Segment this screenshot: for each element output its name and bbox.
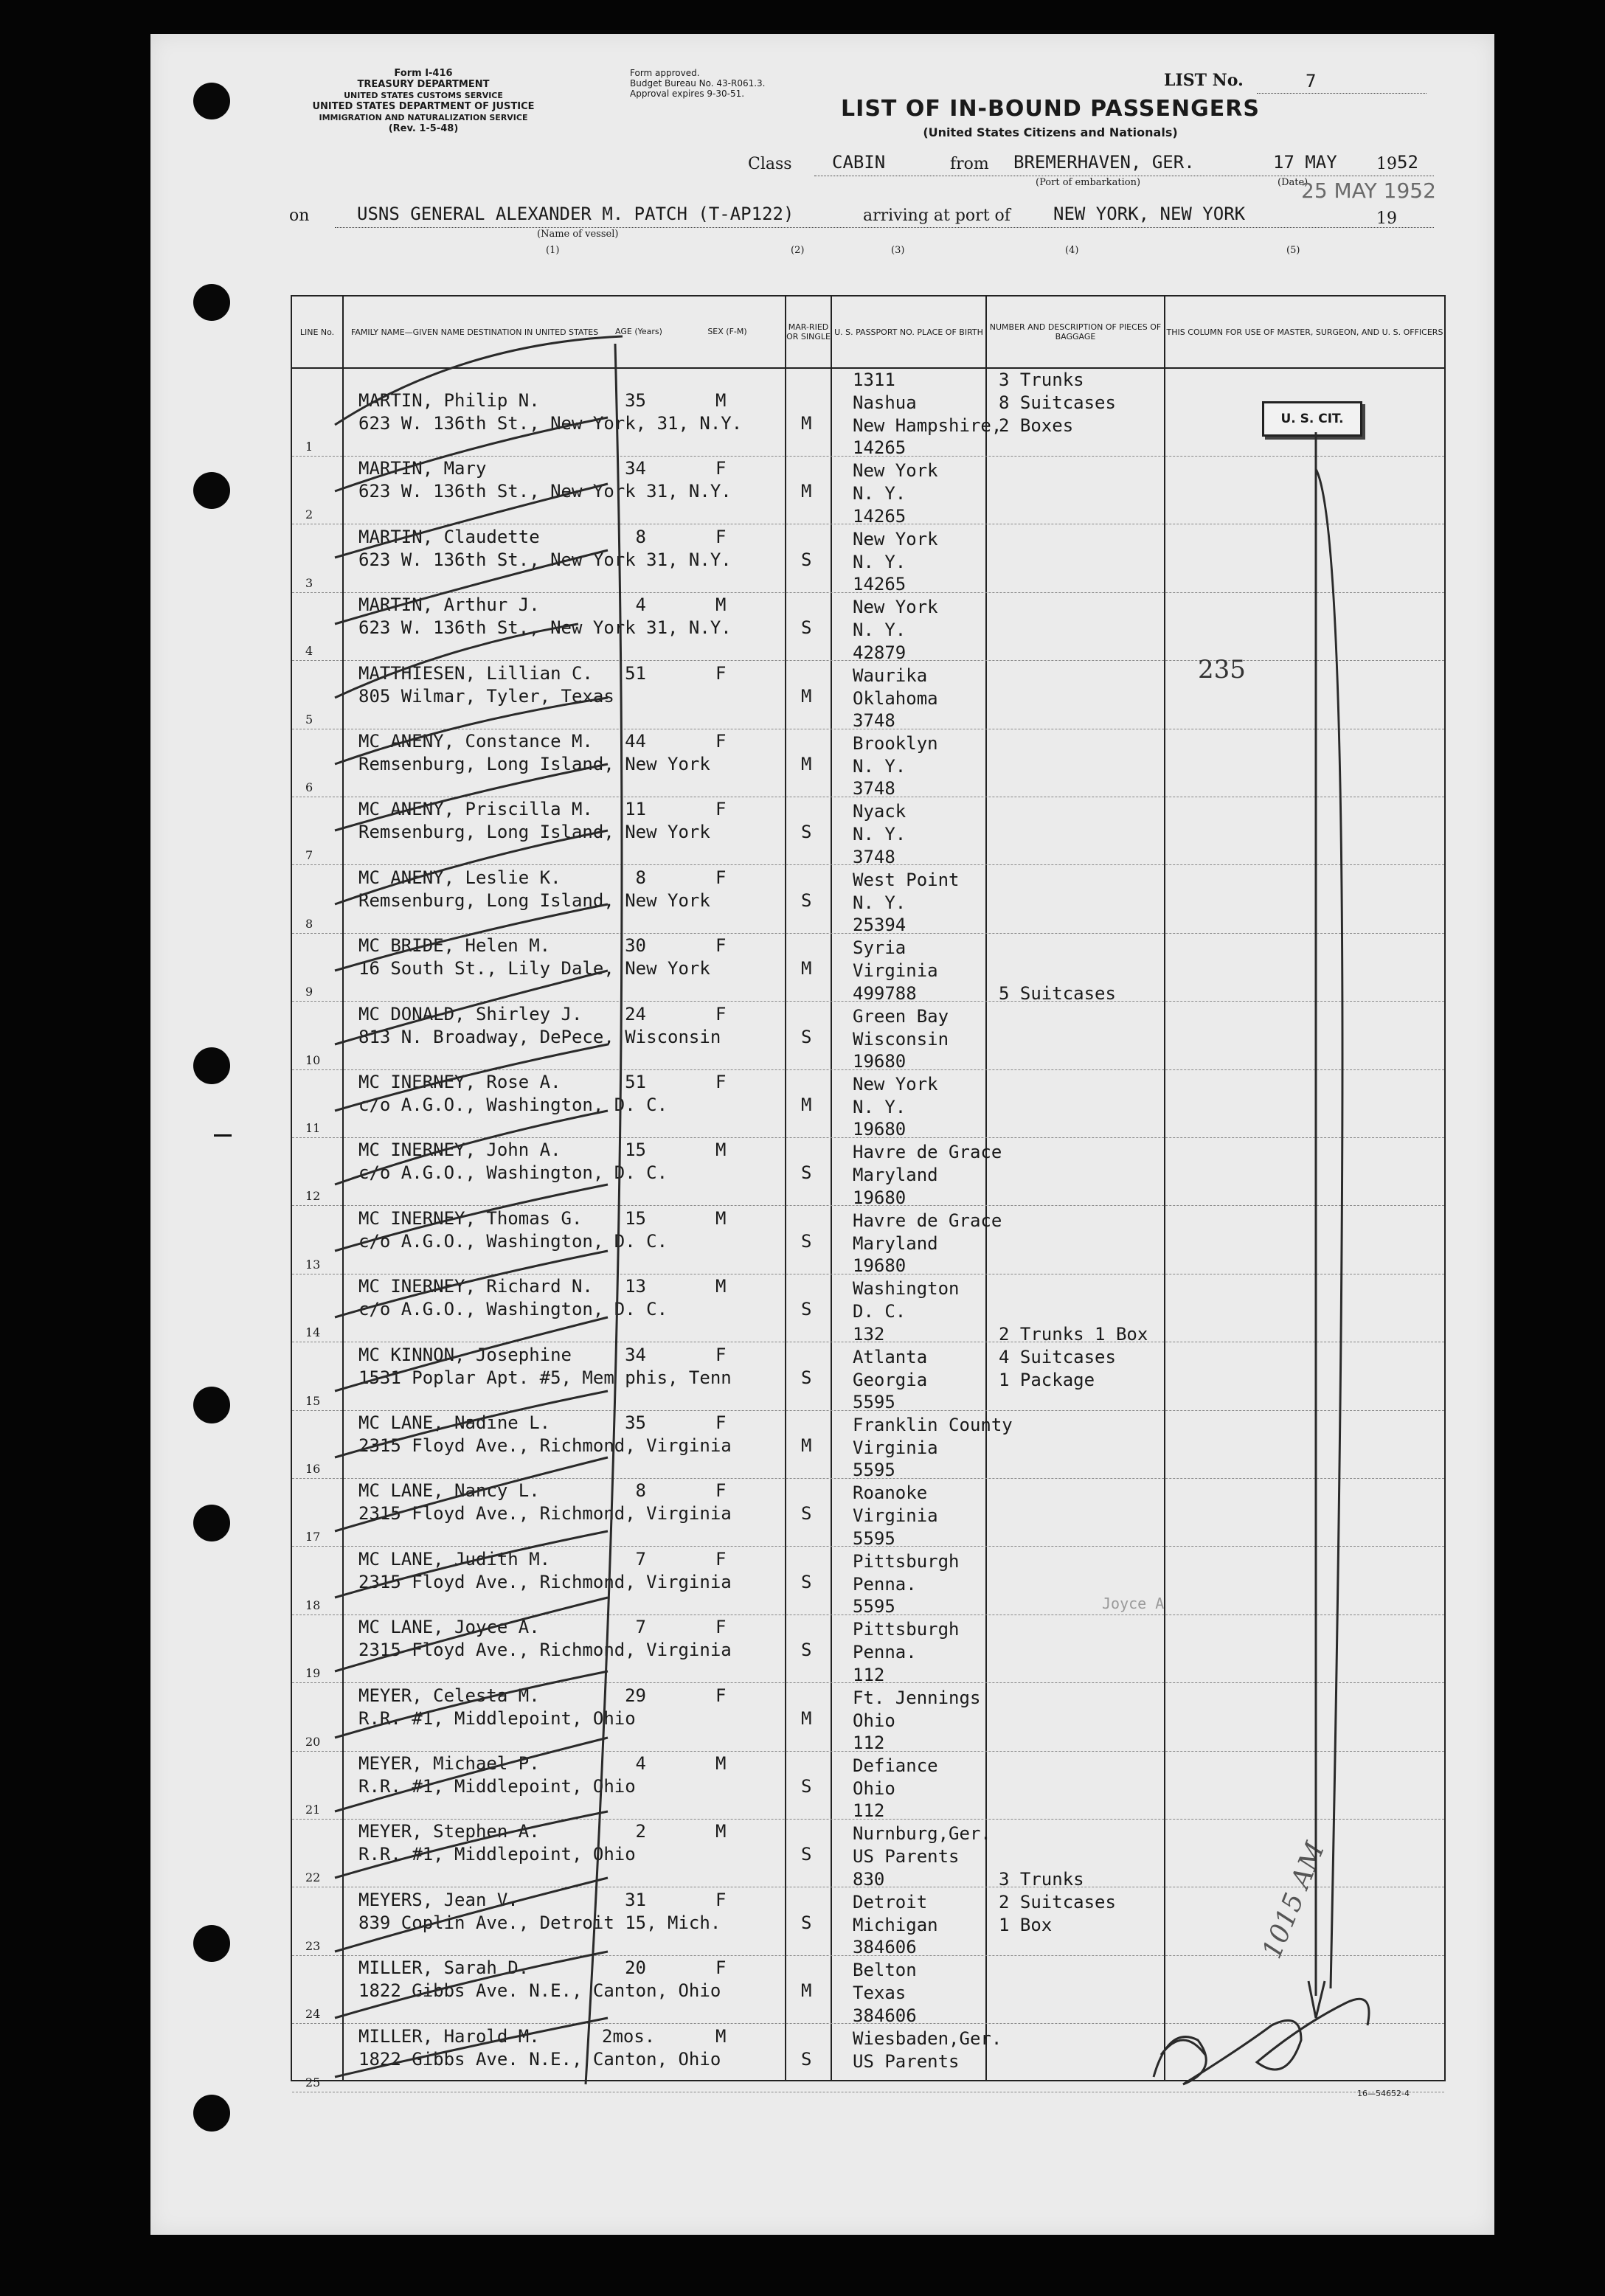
officer-number: 235: [1198, 655, 1246, 684]
passport-number: 830: [853, 1868, 885, 1890]
passport-number: 112: [853, 1733, 885, 1753]
col-header-married: MAR-RIED OR SINGLE: [786, 296, 831, 369]
birth-place-region: New Hampshire,: [853, 415, 1002, 436]
passenger-sex: F: [715, 867, 727, 888]
line-number: 11: [305, 1121, 321, 1135]
passenger-name: MC ANENY, Leslie K.: [358, 867, 561, 888]
birth-place-region: Ohio: [853, 1710, 895, 1731]
passenger-sex: F: [715, 1072, 727, 1092]
birth-place-region: Penna.: [853, 1573, 917, 1595]
vessel-name: USNS GENERAL ALEXANDER M. PATCH (T-AP122): [357, 204, 794, 224]
passport-number: 499788: [853, 982, 917, 1004]
marital-status: S: [801, 1230, 812, 1252]
baggage-item: 2 Boxes: [999, 415, 1074, 436]
col-header-name: FAMILY NAME—GIVEN NAME DESTINATION IN UNITED STATES: [344, 296, 792, 369]
approval-block: [630, 68, 765, 99]
justice-label: UNITED STATES DEPARTMENT OF JUSTICE: [312, 101, 535, 112]
ins-label: IMMIGRATION AND NATURALIZATION SERVICE: [319, 113, 528, 122]
passenger-age: 13: [625, 1276, 646, 1297]
passport-number: 5595: [853, 1527, 895, 1549]
passenger-sex: F: [715, 662, 727, 684]
passenger-age: 15: [625, 1140, 646, 1161]
year-value: 52: [1397, 152, 1418, 173]
passport-number: 5595: [853, 1460, 895, 1481]
passenger-destination: Remsenburg, Long Island, New York: [358, 822, 710, 843]
passenger-name: MC INERNEY, Thomas G.: [358, 1207, 583, 1229]
punch-hole: [193, 2095, 230, 2132]
passenger-age: 34: [625, 458, 646, 479]
birth-place: Ft. Jennings: [853, 1687, 981, 1708]
passenger-name: MC DONALD, Shirley J.: [358, 1003, 583, 1024]
line-number: 20: [305, 1734, 321, 1749]
passenger-name: MC LANE, Nadine L.: [358, 1412, 551, 1433]
passenger-name: MC BRIDE, Helen M.: [358, 935, 551, 957]
passport-number: 5595: [853, 1596, 895, 1617]
birth-place-region: Texas: [853, 1983, 907, 2004]
birth-place-region: Wisconsin: [853, 1028, 949, 1050]
passport-number: 112: [853, 1664, 885, 1685]
passenger-age: 34: [625, 1344, 646, 1365]
marital-status: S: [801, 822, 812, 843]
line-number: 8: [305, 916, 313, 931]
birth-place-region: N. Y.: [853, 756, 907, 777]
arrival-stamp: 25 MAY 1952: [1301, 178, 1436, 203]
approved-label: Form approved.: [630, 68, 700, 78]
passenger-age: 29: [625, 1685, 646, 1706]
baggage-item: 3 Trunks: [999, 370, 1084, 390]
punch-hole: [193, 1387, 230, 1423]
baggage-item: 1 Box: [999, 1914, 1053, 1935]
passenger-name: MARTIN, Claudette: [358, 526, 540, 547]
passenger-sex: F: [715, 1548, 727, 1570]
passport-number: 14265: [853, 437, 907, 459]
birth-place: Green Bay: [853, 1005, 949, 1027]
passenger-destination: 623 W. 136th St., New York 31, N.Y.: [358, 617, 732, 639]
passport-number: 112: [853, 1800, 885, 1822]
marital-status: M: [801, 413, 812, 434]
birth-place-region: N. Y.: [853, 620, 907, 641]
passenger-sex: M: [715, 1821, 727, 1842]
passenger-name: MC LANE, Joyce A.: [358, 1617, 540, 1638]
birth-place-region: Virginia: [853, 1505, 938, 1527]
baggage-item: 2 Trunks 1 Box: [999, 1323, 1148, 1345]
punch-hole: [193, 472, 230, 509]
passenger-destination: c/o A.G.O., Washington, D. C.: [358, 1230, 668, 1252]
punch-hole: [193, 83, 230, 119]
birth-place-region: Penna.: [853, 1642, 917, 1663]
col-num-5: (5): [1286, 245, 1300, 256]
passenger-sex: M: [715, 594, 727, 616]
birth-place: Franklin County: [853, 1415, 1013, 1435]
passenger-destination: 623 W. 136th St., New York 31, N.Y.: [358, 481, 732, 502]
passenger-sex: F: [715, 1344, 727, 1365]
birth-place: Atlanta: [853, 1346, 928, 1367]
marital-status: S: [801, 1503, 812, 1525]
col-header-officers: THIS COLUMN FOR USE OF MASTER, SURGEON, AND U. S. OFFICERS: [1165, 296, 1444, 369]
passport-number: 384606: [853, 2005, 917, 2026]
passenger-destination: 839 Coplin Ave., Detroit 15, Mich.: [358, 1912, 721, 1933]
marital-status: S: [801, 1162, 812, 1184]
passenger-name: MATTHIESEN, Lillian C.: [358, 662, 593, 684]
vessel-caption: (Name of vessel): [537, 229, 619, 240]
passenger-destination: 1822 Gibbs Ave. N.E., Canton, Ohio: [358, 1980, 721, 2002]
passenger-age: 7: [635, 1548, 646, 1570]
birth-place: Havre de Grace: [853, 1142, 1002, 1163]
passport-number: 1311: [853, 370, 895, 390]
passenger-sex: F: [715, 799, 727, 820]
passenger-destination: Remsenburg, Long Island, New York: [358, 754, 710, 774]
arriving-label: arriving at port of: [863, 207, 1011, 225]
passport-number: 42879: [853, 642, 907, 663]
passport-number: 14265: [853, 574, 907, 595]
passport-number: 3748: [853, 846, 895, 867]
birth-place: Syria: [853, 937, 907, 959]
passenger-name: MC ANENY, Constance M.: [358, 731, 593, 752]
arrival-port: NEW YORK, NEW YORK: [1053, 204, 1246, 224]
passenger-age: 20: [625, 1957, 646, 1979]
birth-place-region: N. Y.: [853, 824, 907, 845]
marital-status: S: [801, 1026, 812, 1047]
birth-place: West Point: [853, 869, 960, 890]
line-number: 22: [305, 1870, 321, 1885]
marital-status: S: [801, 549, 812, 570]
passenger-age: 44: [625, 731, 646, 752]
passenger-age: 2mos.: [602, 2025, 656, 2047]
marital-status: S: [801, 1367, 812, 1388]
manifest-page: [150, 34, 1494, 2235]
marital-status: M: [801, 1980, 812, 2002]
birth-place-region: Oklahoma: [853, 687, 938, 709]
birth-place-region: Maryland: [853, 1232, 938, 1254]
budget-label: Budget Bureau No. 43-R061.3.: [630, 78, 766, 89]
year2-prefix: 19: [1376, 209, 1397, 228]
passenger-name: MC INERNEY, John A.: [358, 1140, 561, 1161]
from-label: from: [950, 155, 989, 173]
vessel-rule: [335, 227, 1434, 228]
port-embarkation-caption: (Port of embarkation): [1036, 177, 1141, 188]
birth-place-region: US Parents: [853, 2050, 960, 2072]
birth-place: Belton: [853, 1960, 917, 1981]
marital-status: M: [801, 1707, 812, 1729]
passport-number: 19680: [853, 1051, 907, 1072]
passport-number: 132: [853, 1323, 885, 1345]
col-num-2: (2): [791, 245, 805, 256]
line-number: 18: [305, 1598, 321, 1612]
birth-place-region: Maryland: [853, 1165, 938, 1186]
birth-place-region: Virginia: [853, 1437, 938, 1458]
birth-place: Brooklyn: [853, 733, 938, 754]
birth-place-region: US Parents: [853, 1846, 960, 1867]
birth-place-region: Ohio: [853, 1778, 895, 1799]
passenger-destination: 623 W. 136th St., New York 31, N.Y.: [358, 549, 732, 570]
passenger-sex: F: [715, 935, 727, 957]
line-number: 4: [305, 644, 313, 659]
passenger-age: 4: [635, 1753, 646, 1774]
birth-place-region: N. Y.: [853, 892, 907, 913]
embark-date: 17 MAY: [1273, 152, 1337, 173]
passenger-destination: 2315 Floyd Ave., Richmond, Virginia: [358, 1503, 732, 1525]
birth-place: Nyack: [853, 801, 907, 822]
passenger-sex: M: [715, 1140, 727, 1161]
passenger-sex: M: [715, 2025, 727, 2047]
line-number: 12: [305, 1189, 321, 1204]
form-header-agencies: [217, 68, 630, 134]
birth-place: New York: [853, 597, 938, 618]
passenger-age: 7: [635, 1617, 646, 1638]
passenger-name: MARTIN, Arthur J.: [358, 594, 540, 616]
col-num-1: (1): [546, 245, 560, 256]
line-number: 17: [305, 1530, 321, 1544]
passenger-destination: 2315 Floyd Ave., Richmond, Virginia: [358, 1435, 732, 1456]
line-number: 23: [305, 1938, 321, 1953]
line-number: 5: [305, 712, 313, 726]
marital-status: S: [801, 889, 812, 911]
us-citizen-stamp: U. S. CIT.: [1262, 401, 1362, 437]
passenger-name: MARTIN, Mary: [358, 458, 487, 479]
passport-number: 3748: [853, 710, 895, 731]
birth-place-region: N. Y.: [853, 1097, 907, 1117]
baggage-item: 1 Package: [999, 1369, 1095, 1390]
birth-place: Waurika: [853, 665, 928, 686]
birth-place: Havre de Grace: [853, 1210, 1002, 1231]
line-number: 16: [305, 1462, 321, 1476]
marital-status: M: [801, 958, 812, 979]
punch-hole: [193, 1047, 230, 1084]
passenger-name: MARTIN, Philip N.: [358, 390, 540, 411]
passport-number: 19680: [853, 1187, 907, 1208]
marital-status: M: [801, 1435, 812, 1456]
passenger-destination: Remsenburg, Long Island, New York: [358, 889, 710, 911]
treasury-label: TREASURY DEPARTMENT: [357, 79, 490, 90]
passenger-sex: F: [715, 1889, 727, 1910]
birth-place-region: Georgia: [853, 1369, 928, 1390]
passenger-sex: F: [715, 1003, 727, 1024]
birth-place: Nashua: [853, 392, 917, 413]
passenger-destination: 1531 Poplar Apt. #5, Mem phis, Tenn: [358, 1367, 732, 1388]
birth-place: Wiesbaden,Ger.: [853, 2028, 1002, 2049]
passenger-age: 4: [635, 594, 646, 616]
line-number: 19: [305, 1666, 321, 1681]
birth-place: New York: [853, 528, 938, 549]
passenger-name: MC LANE, Nancy L.: [358, 1480, 540, 1502]
page-subtitle: (United States Citizens and Nationals): [923, 125, 1178, 139]
birth-place: Roanoke: [853, 1482, 928, 1504]
birth-place-region: N. Y.: [853, 551, 907, 572]
baggage-item: 4 Suitcases: [999, 1346, 1116, 1367]
passenger-destination: c/o A.G.O., Washington, D. C.: [358, 1162, 668, 1184]
list-no-label: LIST No.: [1164, 71, 1244, 90]
date-caption: (Date): [1278, 177, 1308, 188]
marital-status: S: [801, 1776, 812, 1797]
passenger-sex: M: [715, 1276, 727, 1297]
punch-hole: [193, 284, 230, 321]
birth-place: Washington: [853, 1278, 960, 1300]
page-title: LIST OF IN-BOUND PASSENGERS: [841, 96, 1260, 122]
line-number: 7: [305, 848, 313, 863]
marital-status: M: [801, 481, 812, 502]
birth-place: New York: [853, 460, 938, 482]
revision-label: (Rev. 1-5-48): [388, 123, 459, 134]
passport-number: 5595: [853, 1392, 895, 1412]
passenger-destination: 805 Wilmar, Tyler, Texas: [358, 685, 614, 707]
marital-status: S: [801, 2048, 812, 2070]
col-header-age: AGE (Years): [615, 326, 662, 336]
passenger-name: MC INERNEY, Rose A.: [358, 1072, 561, 1092]
passenger-destination: 1822 Gibbs Ave. N.E., Canton, Ohio: [358, 2048, 721, 2070]
class-label: Class: [748, 155, 792, 173]
form-number: Form I-416: [394, 68, 453, 79]
punch-hole: [193, 1505, 230, 1541]
col-header-line: LINE No.: [292, 296, 342, 369]
line-number: 24: [305, 2007, 321, 2022]
birth-place-region: Michigan: [853, 1914, 938, 1935]
birth-place: Pittsburgh: [853, 1550, 960, 1572]
col-num-4: (4): [1065, 245, 1079, 256]
passenger-destination: R.R. #1, Middlepoint, Ohio: [358, 1776, 636, 1797]
birth-place: Pittsburgh: [853, 1619, 960, 1640]
passport-number: 19680: [853, 1119, 907, 1140]
footer-code: 16—54652-4: [1357, 2089, 1410, 2098]
customs-label: UNITED STATES CUSTOMS SERVICE: [344, 91, 503, 100]
line-number: 13: [305, 1257, 321, 1272]
passenger-age: 2: [635, 1821, 646, 1842]
passenger-age: 31: [625, 1889, 646, 1910]
passenger-sex: F: [715, 526, 727, 547]
passenger-sex: F: [715, 458, 727, 479]
marital-status: S: [801, 1571, 812, 1592]
margin-tick: [214, 1134, 232, 1137]
birth-place: Defiance: [853, 1755, 938, 1776]
passport-number: 19680: [853, 1255, 907, 1277]
line-number: 6: [305, 780, 313, 794]
passport-number: 384606: [853, 1937, 917, 1958]
passport-number: 3748: [853, 778, 895, 800]
line-number: 3: [305, 575, 313, 590]
passport-number: 25394: [853, 915, 907, 936]
passenger-sex: M: [715, 1753, 727, 1774]
passenger-name: MC ANENY, Priscilla M.: [358, 799, 593, 820]
line-number: 10: [305, 1052, 321, 1067]
passenger-age: 35: [625, 1412, 646, 1433]
passenger-sex: F: [715, 1685, 727, 1706]
passenger-sex: M: [715, 1207, 727, 1229]
marital-status: M: [801, 685, 812, 707]
birth-place-region: Virginia: [853, 960, 938, 982]
passenger-age: 8: [635, 1480, 646, 1502]
line-number: 2: [305, 507, 313, 522]
passenger-destination: 2315 Floyd Ave., Richmond, Virginia: [358, 1571, 732, 1592]
port-embarkation: BREMERHAVEN, GER.: [1013, 152, 1195, 173]
passenger-age: 51: [625, 662, 646, 684]
passenger-name: MC INERNEY, Richard N.: [358, 1276, 593, 1297]
col-num-3: (3): [891, 245, 905, 256]
marital-status: S: [801, 1844, 812, 1865]
passenger-destination: 16 South St., Lily Dale, New York: [358, 958, 710, 979]
line-number: 14: [305, 1325, 321, 1340]
birth-place-region: D. C.: [853, 1301, 907, 1322]
passenger-age: 8: [635, 526, 646, 547]
expires-label: Approval expires 9-30-51.: [630, 89, 745, 99]
passport-number: 14265: [853, 505, 907, 527]
line-number: 15: [305, 1393, 321, 1408]
passenger-destination: 813 N. Broadway, DePece, Wisconsin: [358, 1026, 721, 1047]
passenger-age: 11: [625, 799, 646, 820]
passenger-age: 8: [635, 867, 646, 888]
marital-status: S: [801, 1640, 812, 1661]
passenger-destination: 623 W. 136th St., New York, 31, N.Y.: [358, 413, 743, 434]
passenger-destination: c/o A.G.O., Washington, D. C.: [358, 1299, 668, 1320]
marital-status: M: [801, 754, 812, 774]
passenger-name: MEYERS, Jean V.: [358, 1889, 519, 1910]
passenger-sex: F: [715, 1412, 727, 1433]
col-header-passport: U. S. PASSPORT NO. PLACE OF BIRTH: [832, 296, 985, 369]
passenger-sex: F: [715, 1617, 727, 1638]
passenger-age: 24: [625, 1003, 646, 1024]
line-number: 9: [305, 985, 313, 999]
passenger-name: MC LANE, Judith M.: [358, 1548, 551, 1570]
passenger-name: MILLER, Sarah D.: [358, 1957, 530, 1979]
line-number: 21: [305, 1803, 321, 1817]
passenger-sex: F: [715, 1480, 727, 1502]
passenger-name: MEYER, Stephen A.: [358, 1821, 540, 1842]
col-header-sex: SEX (F-M): [707, 326, 747, 336]
passenger-sex: F: [715, 1957, 727, 1979]
birth-place: Nurnburg,Ger.: [853, 1823, 991, 1845]
marital-status: S: [801, 1912, 812, 1933]
passenger-age: 15: [625, 1207, 646, 1229]
passenger-name: MEYER, Celesta M.: [358, 1685, 540, 1706]
marital-status: M: [801, 1095, 812, 1115]
line-number: 25: [305, 2075, 321, 2089]
marital-status: S: [801, 617, 812, 639]
birth-place: New York: [853, 1074, 938, 1095]
baggage-item: 3 Trunks: [999, 1868, 1084, 1890]
birth-place: Detroit: [853, 1891, 928, 1912]
on-label: on: [289, 207, 310, 225]
passenger-age: 30: [625, 935, 646, 957]
line-number: 1: [305, 440, 313, 454]
passenger-sex: F: [715, 731, 727, 752]
handwritten-time: 1015 AM: [1257, 1838, 1331, 1963]
baggage-item: 2 Suitcases: [999, 1891, 1116, 1912]
passenger-name: MC KINNON, Josephine: [358, 1344, 572, 1365]
class-value: CABIN: [832, 152, 886, 173]
col-header-baggage: NUMBER AND DESCRIPTION OF PIECES OF BAGGAGE: [987, 296, 1164, 369]
passenger-name: MILLER, Harold M.: [358, 2025, 540, 2047]
punch-hole: [193, 1925, 230, 1962]
passenger-age: 35: [625, 390, 646, 411]
passenger-destination: 2315 Floyd Ave., Richmond, Virginia: [358, 1640, 732, 1661]
baggage-item: 8 Suitcases: [999, 392, 1116, 413]
marital-status: S: [801, 1299, 812, 1320]
passenger-age: 51: [625, 1072, 646, 1092]
passenger-name: MEYER, Michael P.: [358, 1753, 540, 1774]
passenger-destination: R.R. #1, Middlepoint, Ohio: [358, 1844, 636, 1865]
passenger-sex: M: [715, 390, 727, 411]
passenger-destination: c/o A.G.O., Washington, D. C.: [358, 1095, 668, 1115]
passenger-table: [291, 295, 1446, 2089]
list-no-rule: [1257, 93, 1427, 94]
year-prefix: 19: [1376, 155, 1397, 173]
passenger-destination: R.R. #1, Middlepoint, Ohio: [358, 1707, 636, 1729]
list-no-value: 7: [1306, 71, 1317, 91]
faint-overprint: Joyce A: [1102, 1595, 1165, 1612]
birth-place-region: N. Y.: [853, 483, 907, 504]
baggage-item: 5 Suitcases: [999, 982, 1116, 1004]
